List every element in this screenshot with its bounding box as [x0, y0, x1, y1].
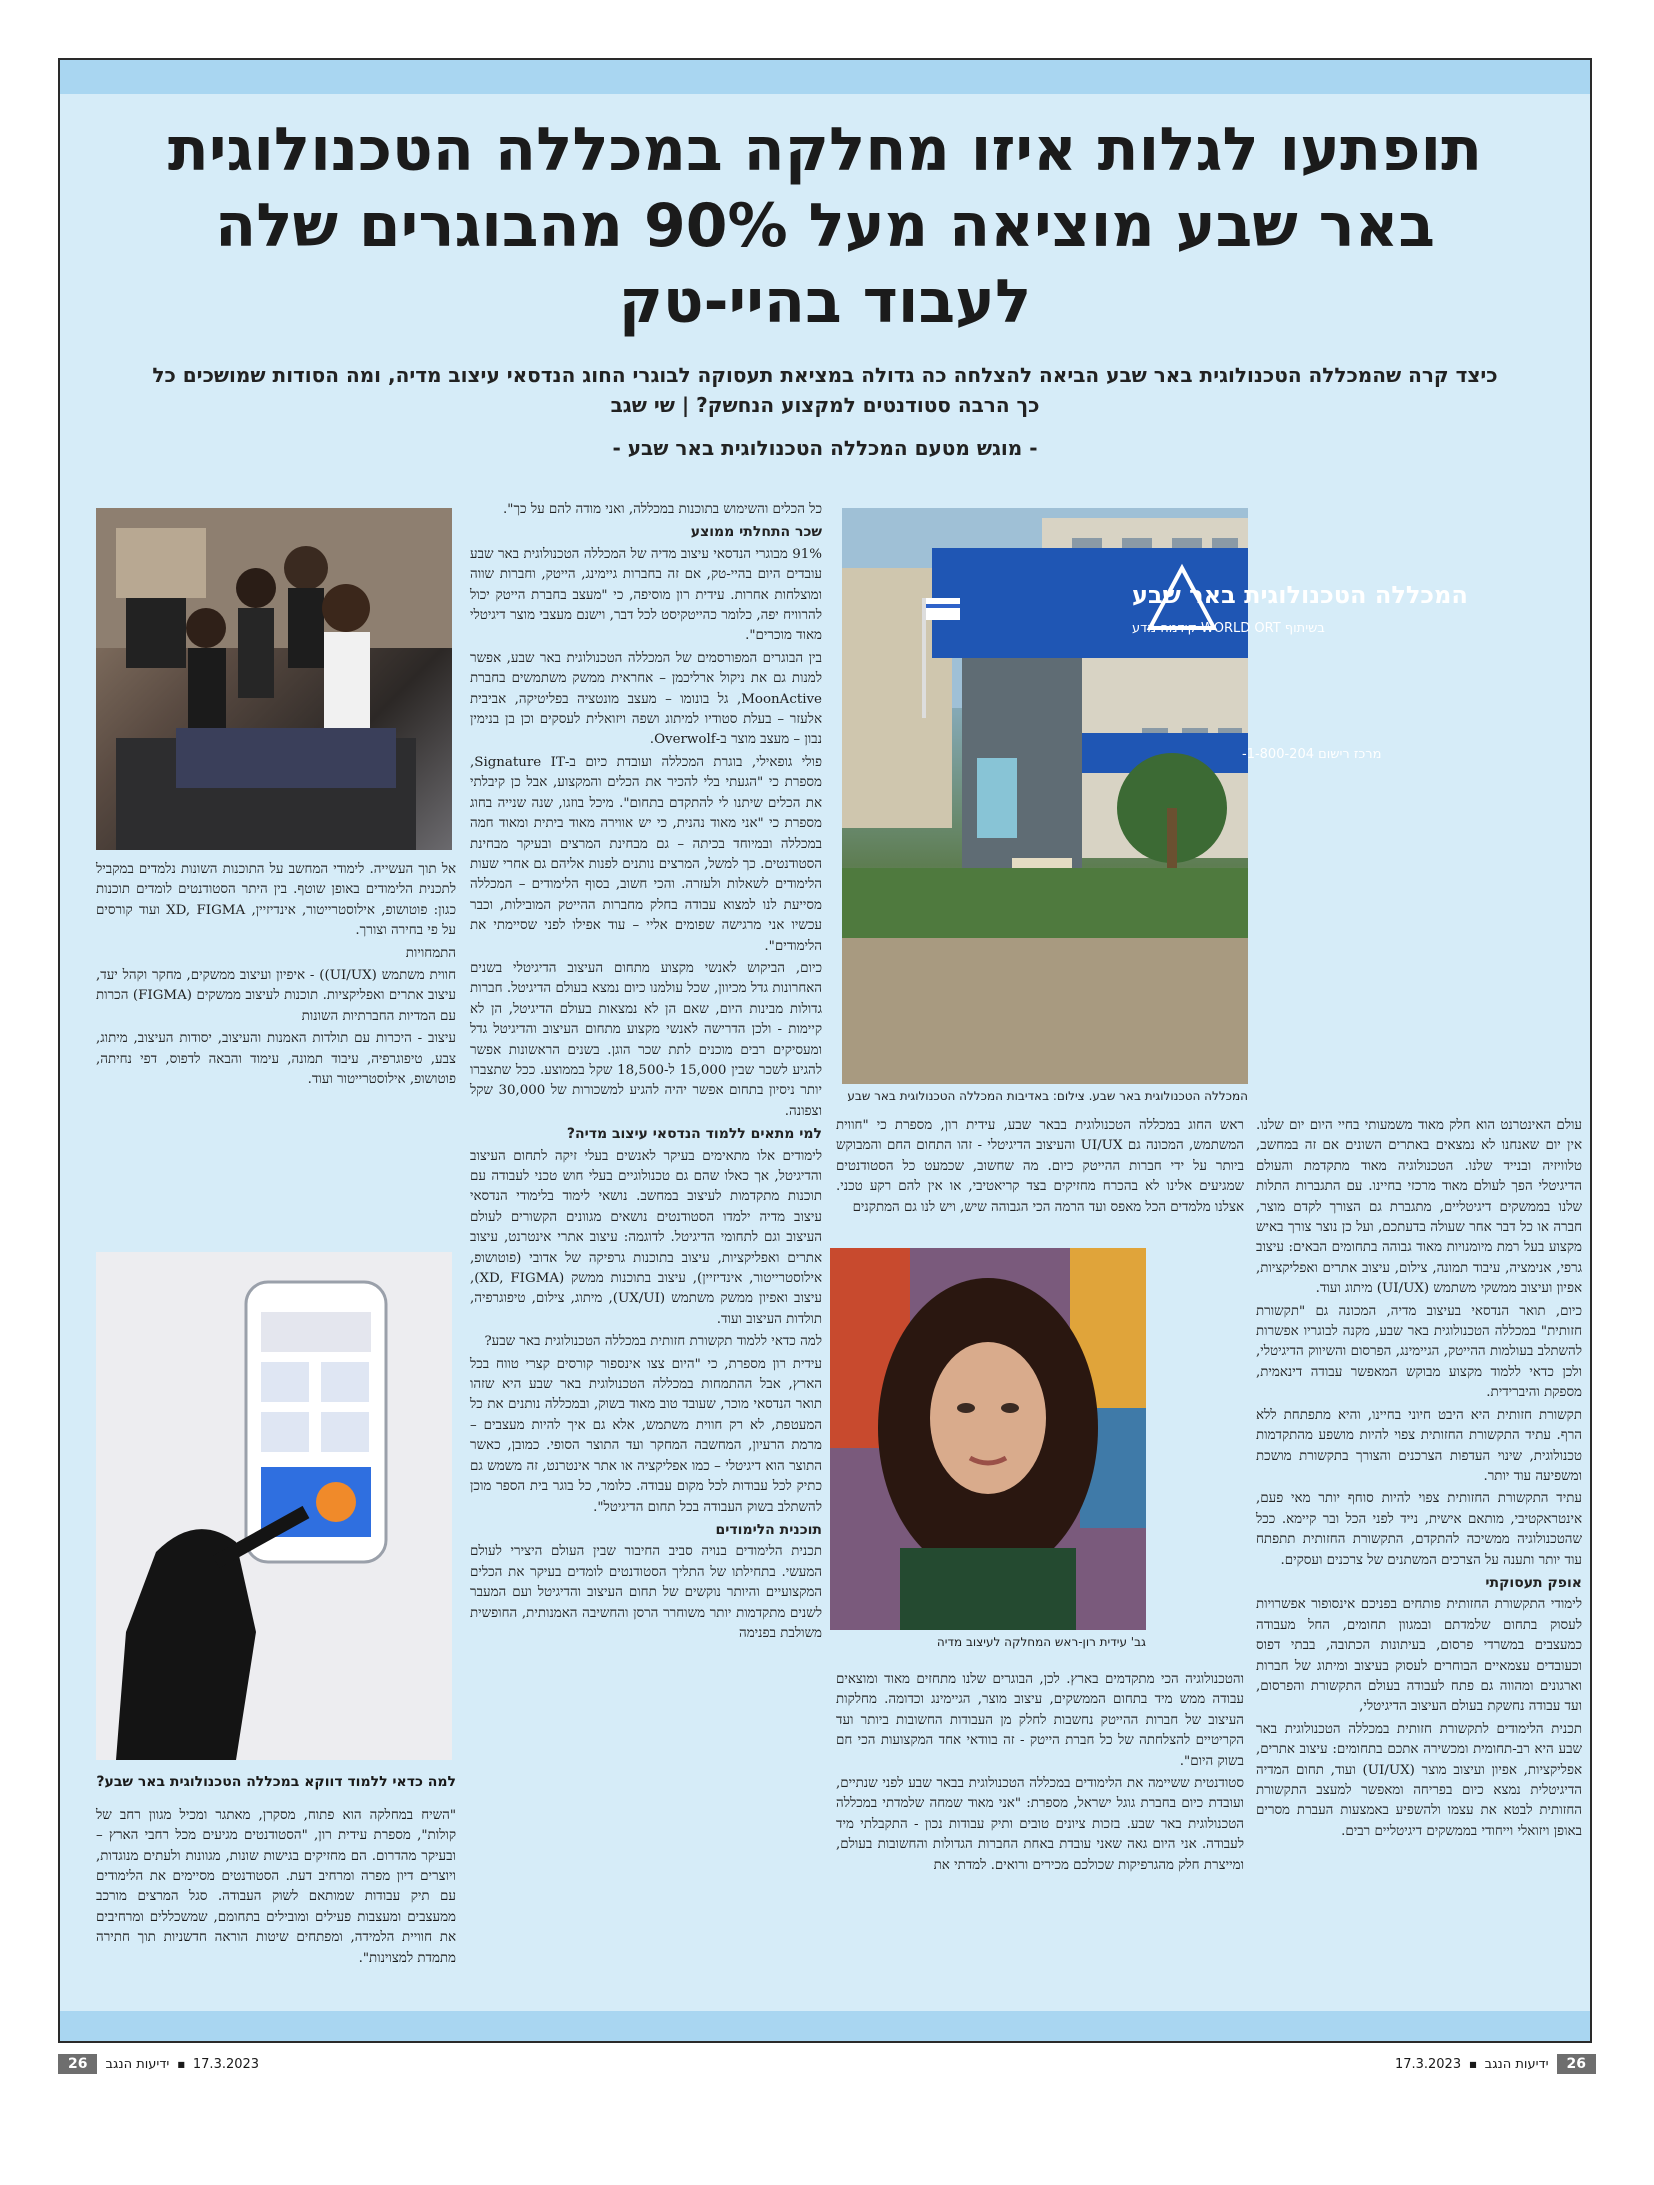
paragraph: תכנית הלימודים בנויה סביב החיבור שבין העולם היצירי לעולם המעשי. בתחילתו של התליך הסטודנטים לומדים בעיקר את הכלים המקצועיים והיותר נוקשים של תחום העיצוב והדיגיטל ועם המעבר לשנים מתקדמות יותר משוחרר הרסן והחשיבה האמנותית, החופשית משולבת בפנימה: [470, 1544, 822, 1641]
footer-left: [58, 2052, 259, 2076]
paragraph: למה כדאי ללמוד תקשורת חזותית במכללה הטכנולוגית באר שבע?: [484, 1334, 822, 1350]
article-column-4: [96, 860, 456, 1240]
paragraph: בין הבוגרים המפורסמים של המכללה הטכנולוגית באר שבע, אפשר למנות גם את ניקול ארליכמן – אחראית ממשק משתמשים בחברת MoonActive, גל בונומו – מעצב מונטציה בפליטיקה, אביבית אלעזר – בעלת סטודיו למיתוג ושפה ויזואלית לעסקים וכן בן בנימין נבון – מעצב מוצר ב-Overwolf.: [470, 650, 822, 748]
article-column-2-continued: [836, 1670, 1244, 2001]
paragraph: והטכנולוגיה הכי מתקדמים בארץ. לכן, הבוגרים שלנו מתחזים מאוד ומוצאים עבודה ממש מיד בתחום הממשקים, עיצוב מוצר, הגיימינג וכדומה. מחלקות העיצוב של חברות ההייטק נחשבות לחלק מן העבודות החשובות ביותר ועד הקריטיים להצלחתה של כל חברת הייטק - זה בוודאי אחד המקצועות הכי חם בשוק היום".: [836, 1672, 1244, 1769]
headline-line1: תופתעו לגלות איזו מחלקה במכללה הטכנולוגית: [167, 115, 1483, 185]
paragraph: לימודי התקשורת החזותית פותחים בפניכם אינסופור אפשרויות לעסוק בתחום שלמדתם ובמגוון תחומים, החל מעבודה כמעצבים במשרדי פרסום, בעיתונות הכתובה, בבתי דפוס וכעובדים עצמאיים הבוחרים לעסוק בעיצוב ומיתוג של חברות וארגונים ומהווה גם פתח לעבודה בעולם התקשורת והפרסום, ועד עבודה נחשקת בעולם העיצוב הדיגיטלי,: [1256, 1597, 1582, 1715]
building-illustration: [842, 508, 1468, 1084]
college-building-photo: [842, 508, 1468, 1084]
section-heading: תוכנית הלימודים: [715, 1521, 822, 1538]
top-bar: [60, 60, 1590, 94]
headline-line2: באר שבע מוציאה מעל 90% מהבוגרים שלה: [214, 191, 1436, 261]
paragraph: 91% מבוגרי הנדסאי עיצוב מדיה של המכללה הטכנולוגית באר שבע עובדים היום בהיי-טק, אם זה בחברות גיימינג, הייטק, וחברות שווה ומוצלחות אחרות. עידית רון מוסיפה, כי "מעצב בחברת הייטק יכול להרוויח יפה, כלומר כהייטקיסט לכל דבר, וישנם מעצבי מוצר דיגיטלי מאוד מוכרים".: [470, 546, 822, 644]
paragraph: פולי גופאילי, בוגרת המכללה ועובדת כיום ב-Signature IT, מספרת כי "הגעתי בלי להכיר את הכלים והמקצוע, אבל כן קיבלתי את הכלים שיתנו לי להתקדם בתחום". מיכל בוזגו, שנה שנייה בחוג מספרת כי "אני מאוד נהנית, כי יש אווירה מאוד ביתית ומאוד חמה במכללה ובמיוחד בכיתה – גם מבחינת המרצים ובעיקר מבחינת הסטודנטים. כך למשל, המרצים נותנים לפנות אליהם גם אחרי שעות הלימודים לשאלות ולעזרה. והכי חשוב, בסוף הלימודים – המכללה מסייעת לנו למצוא עבודה בחלק מחברות ההייטק המובילות, וכבר עכשיו אני מרגישה שפומים אליי – עוד אפילו לפני שסיימתי את הלימודים".: [470, 754, 822, 954]
paragraph: "השיח במחלקה הוא פתוח, מסקרן, מאתגר ומכיל מגוון רחב של קולות", מספרת עידית רון, "הסטודנטים מגיעים מכל רחבי הארץ – ובעיקר מהדרום. הם מחזיקים בגישות שונות, מגוונות ולעתים מנוגדות, ויוצרים דיון מפרה ומרחיב דעת. הסטודנטים מסיימים את הלימודים עם תיק עבודות שמותאם לשוק העבודה. סגל המרצים מורכב ממעצבים ומעצבות פעילים ומובילים בתחומם, שמשכללים ומרחיבים את חוויית הלמידה, ומפתחים שיטות הוראה חדשניות תוך חתירה מתמדת למצוינות".: [96, 1807, 456, 1966]
newspaper-name: ידיעות הנגב: [1484, 2056, 1549, 2072]
paragraph: עתיד התקשורת החזותית צפוי להיות סוחף יותר מאי פעם, אינטראקטיבי, מותאם אישית, נייד לפני הכל ובר קיימא. ככל שהטכנולוגיה ממשיכה להתקדם, התקשורת החזותית תתפתח עוד יותר ותענה על הצרכים המשתנים של צרכנים ועסקים.: [1256, 1491, 1582, 1568]
section-heading: למה כדאי ללמוד דווקא במכללה הטכנולוגית באר שבע?: [96, 1774, 456, 1790]
paragraph: אל תוך העשייה. לימודי המחשב על התוכנות השונות נלמדים במקביל לתכנית הלימודים באופן שוטף. בין היתר הסטודנטים לומדים תוכנות כגון: פוטושופ, אילוסטרייטור, אינדיזיין, XD, FIGMA ועוד קורסים על פי בחירה וצורך.: [96, 862, 456, 939]
paragraph: לימודים אלו מתאימים בעיקר לאנשים בעלי זיקה לתחום העיצוב והדיגיטל, אך כאלו שהם גם טכנולוגיים בעלי חוש טכני לעבודה עם תוכנות מתקדמות לעיצוב במחשב. נושאי לימוד בלימודי הנדסאי עיצוב מדיה ילמדו הסטודנטים נושאים מגוונים הקשורים לעולם העיצוב וגם לתחומי הדיגיטל. לדוגמה: עיצוב אתרי אינטרנט, עיצוב אתרים ואפליקציות, עיצוב בתוכנות גרפיקה של אדובי (פוטושופ, אילוסטרייטור, אינדיזיין), עיצוב בתוכנות ממשק (XD, FIGMA), עיצוב ואפיון ממשק משתמש (UX/UI), מיתוג, צילום, טיפוגרפיה, תולדות העיצוב ועוד.: [470, 1148, 822, 1327]
paragraph: כיום, הביקוש לאנשי מקצוע מתחום העיצוב הדיגיטלי בשנים האחרונות גדל מכיוון, שכל עולמנו כיום נמצא בעולם הדיגיטל. חברות גדולות מבינות היום, שאם הן לא נמצאות בעולם הדיגיטל, הן לא קיימות - ולכן הדרישה לאנשי מקצוע מתחום העיצוב והדיגיטל גדל ומעסיקים רבים מוכנים לתת שכר הוגן. בשנים הראשונות אפשר להגיע לשכר שבין 15,000 ל-18,500 שקל בממוצע. ככל שתצברו יותר ניסיון בתחום אפשר יהיה להגיע למשכורות של 30,000 שקל וצפונה.: [470, 960, 822, 1119]
article-frame: [58, 58, 1592, 2043]
paragraph: תכנית הלימודים לתקשורת חזותית במכללה הטכנולוגית באר שבע היא רב-תחומית ומכשירה אתכם בתחומים: עיצוב אתרים, אפליקציות, אפיון ועיצוב מוצר (UI/UX) ועוד, תחום המדיה הדיגיטלית נמצא כיום בפריחה ומאפשר למעצב התקשורת החזותית לבטא את עצמו ולהשפיע באמצעות העברת מסרים באופן ויזואלי וייחודי בממשקים דיגיטליים רבים.: [1256, 1721, 1582, 1839]
separator-icon: ■: [177, 2059, 185, 2069]
paragraph: כל הכלים והשימוש בתוכנות במכללה, ואני מודה להם על כך".: [503, 502, 822, 517]
paragraph: ראש החוג במכללה הטכנולוגית בבאר שבע, עידית רון, מספרת כי "חווית המשתמש, המכונה גם UI/UX והעיצוב הדיגיטלי - זהו התחום החם והמבוקש ביותר על ידי חברות ההייטק כיום. מה שחשוב, שכמעט כל הסטודנטים שמגיעים אלינו לא בהכרח מחזיקים בצד קריאטיבי, או אין להם רקע טכני. אצלנו מלמדים הכל מאפס ועד הרמה הכי הגבוהה שיש, ויש לנו גם המתקנים: [836, 1118, 1244, 1215]
presentation-photo: [96, 1252, 452, 1760]
paragraph: התמחויות: [405, 945, 456, 961]
issue-date: 17.3.2023: [1394, 2056, 1462, 2072]
article-column-3: [470, 500, 822, 2001]
paragraph: חווית משתמש (UI/UX)) - איפיון ועיצוב ממשקים, מחקר וקהל יעד, עיצוב אתרים ואפליקציות. תוכנות לעיצוב ממשקים (FIGMA) הכרות עם המדיות החברתיות השונות: [96, 968, 456, 1024]
portrait-caption: גב' עידית רון-ראש המחלקה לעיצוב מדיה: [936, 1635, 1146, 1649]
presentation-illustration: [96, 1252, 452, 1760]
building-sign-tagline: בשיתוף WORLD ORT קידמה מדע: [1132, 621, 1325, 636]
paragraph: תקשורת חזותית היא היבט חיוני בחיינו, והיא מתפתחת ללא הרף. עתיד התקשורת החזותית צפוי להיות מושפע מהתקדמות טכנולוגית, שינוי העדפות הצרכנים והצורך בתקשורת מושכת ומשפיעה עוד יותר.: [1256, 1407, 1582, 1484]
section-heading: שכר התחלתי ממוצע: [690, 524, 822, 541]
separator-icon: ■: [1469, 2059, 1477, 2069]
paragraph: עיצוב - היכרות עם תולדות האמנות והעיצוב, יסודות העיצוב, מיתוג, צבע, טיפוגרפיה, עיבוד תמונה, עימוד והבאה לדפוס, דפי נחיתה, פוטושופ, אילוסטרייטור ועוד.: [96, 1031, 456, 1088]
section-heading: אופק תעסוקתי: [1485, 1574, 1582, 1591]
building-sign-name: המכללה הטכנולוגית באר שבע: [1132, 581, 1468, 609]
students-photo: [96, 508, 452, 850]
issue-date: 17.3.2023: [192, 2056, 260, 2072]
newspaper-name: ידיעות הנגב: [105, 2056, 170, 2072]
section-heading: למי מתאים ללמוד הנדסאי עיצוב מדיה?: [566, 1126, 822, 1143]
portrait-photo: [830, 1248, 1146, 1630]
registration-sign: מרכז רישום 1-800-204-: [1242, 747, 1382, 762]
sponsor-credit: - מוגש מטעם המכללה הטכנולוגית באר שבע -: [612, 436, 1038, 460]
paragraph: כיום, תואר הנדסאי בעיצוב מדיה, המכונה גם "תקשורת חזותית" במכללה הטכנולוגית באר שבע, מקנה לבוגריו אפשרות להשתלב בעולמות ההייטק, הגיימינג, הפרסום והשיווק הדיגיטלי, ולכן כדאי ללמוד מקצוע מבוקש המאפשר עבודה דינאמית, מספקת והיברידית.: [1256, 1303, 1582, 1401]
paragraph: עידית רון מספרת, כי "היום צצו אינספור קורסים קצרי טווח בכל הארץ, אבל ההתמחות במכללה הטכנולוגית באר שבע היא שזהו תואר הנדסאי מוכר, שעובד טוב מאוד בשוק, ובמכללה נותנים את כל המעטפת, לא רק חווית משתמש, אלא גם איך להיות מעצבים – מרמת הרעיון, המחשבה המחקר ועד התוצר הסופי. כמובן, כאשר התוצר הוא דיגיטלי – כמו אפליקציה או אתר אינטרנט, זה משמש גם כתיק לכל עבודות לכל מקום עבודה. כלומר, כל בוגר בית הספר מוכן להשתלב בשוק העבודה בכל תחום הדיגיטל".: [470, 1356, 822, 1515]
subtitle: כיצד קרה שהמכללה הטכנולוגית באר שבע הביאה להצלחה כה גדולה במציאת תעסוקה לבוגרי החוג הנדסאי עיצוב מדיה, ומה הסודות שמושכים כל כך הרבה סטודנטים למקצוע הנחשק? | שי שגב: [152, 363, 1498, 417]
building-caption: המכללה הטכנולוגית באר שבע. צילום: באדיבות המכללה הטכנולוגית באר שבע: [847, 1089, 1248, 1103]
bottom-bar: [60, 2011, 1590, 2041]
page-number: 26: [1557, 2054, 1596, 2074]
portrait-illustration: [830, 1248, 1146, 1630]
paragraph: עולם האינטרנט הוא חלק מאוד משמעותי בחיי היום יום שלנו. אין יום שאנחנו לא נמצאים באתרים השונים אם זה במחשב, טלוויזיה ובנייד שלנו. הטכנולוגיה מאוד מתקדמת והעולם הדיגיטלי הפך לעולם מאוד מרכזי בחיינו. עם התגברות התלות שלנו בממשקים דיגיטליים, מתגברת גם הצורך לקדם מוצר, חברה או כל דבר אחר שעולה בדעתכם, ועל כן נוצר צורך באיש מקצוע בעל רמת מיומנויות מאוד גבוהה בתחומים הבאים: עיצוב גרפי, אנימציה, עיבוד תמונה, צילום, עיצוב אתרים ואפליקציות, אפיון ועיצוב ממשקי משתמש (UI/UX) מיתוג ועוד.: [1256, 1118, 1582, 1297]
headline-line3: לעבוד בהיי-טק: [618, 267, 1032, 337]
footer-right: [1395, 2052, 1596, 2076]
article-column-2: [836, 1116, 1244, 1244]
article-column-4-continued: [96, 1772, 456, 1982]
students-illustration: [96, 508, 452, 850]
paragraph: סטודנטית ששיימה את הלימודים במכללה הטכנולוגית בבאר שבע לפני שנתיים, ועובדת כיום בחברת גוגל ישראל, מספרת: "אני מאוד שמחה שלמדתי במכללה הטכנולוגית באר שבע. בזכות ציונים טובים ותיק עבודות נכון - התקבלתי מיד לעבודה. אני היום גאה שאני עובדת באחת החברות הגדולות והחשובות בעולם, ומייצרת חלק מהגרפיקות שכולכם מכירים ורואים. למדתי את: [836, 1776, 1244, 1873]
article-column-1: [1256, 1116, 1582, 2001]
headline: [120, 112, 1530, 340]
page-number: 26: [58, 2054, 97, 2074]
